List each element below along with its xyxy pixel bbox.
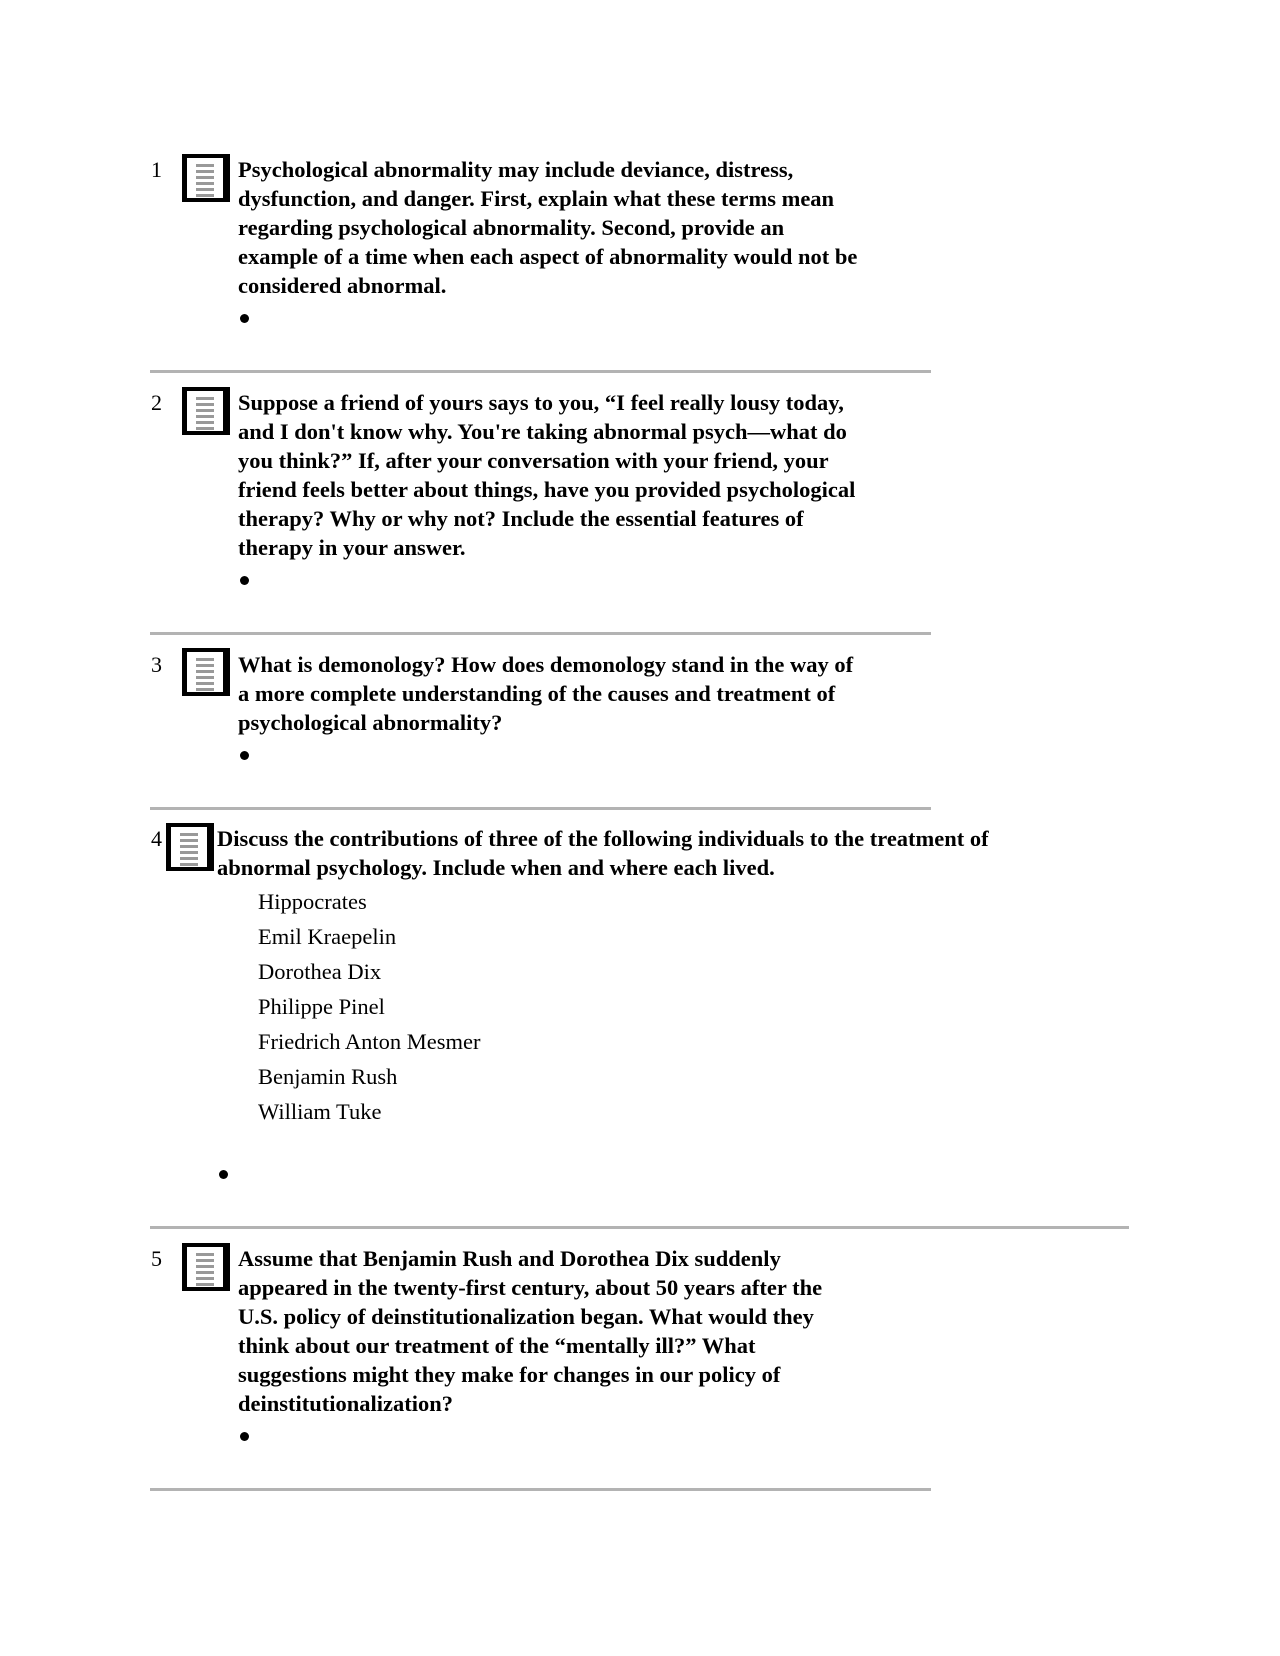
list-item: Hippocrates: [258, 889, 367, 914]
document-icon[interactable]: [166, 823, 214, 871]
answer-bullet: [219, 1170, 228, 1179]
individuals-list: [258, 884, 480, 1129]
question-text: Suppose a friend of yours says to you, “I feel really lousy today, and I don't know why. You're taking abnormal psych—what do you think?” If, after your conversation with your friend, your friend feels better about things, have you provided psychological therapy? Why or why not? Include the essential features of therapy in your answer.: [238, 390, 856, 560]
divider: [150, 370, 931, 373]
document-icon[interactable]: [182, 1243, 230, 1291]
list-item: Benjamin Rush: [258, 1064, 398, 1089]
list-item: Philippe Pinel: [258, 994, 385, 1019]
document-icon[interactable]: [182, 154, 230, 202]
question-text: Discuss the contributions of three of the following individuals to the treatment of abnormal psychology. Include when and where each lived.: [217, 826, 989, 880]
question-text: Assume that Benjamin Rush and Dorothea Dix suddenly appeared in the twenty-first century, about 50 years after the U.S. policy of deinstitutionalization began. What would they think about our treatment of the “mentally ill?” What suggestions might they make for changes in our policy of deinstitutionalization?: [238, 1246, 823, 1416]
answer-bullet: [240, 1432, 249, 1441]
question-number: 5: [151, 1246, 162, 1271]
document-icon[interactable]: [182, 648, 230, 696]
answer-bullet: [240, 314, 249, 323]
list-item: Friedrich Anton Mesmer: [258, 1029, 481, 1054]
question-number: 2: [151, 390, 162, 415]
divider: [150, 1488, 931, 1491]
question-text: What is demonology? How does demonology stand in the way of a more complete understanding of the causes and treatment of psychological abnormality?: [238, 652, 854, 735]
divider: [150, 1226, 1129, 1229]
question-number: 1: [151, 157, 162, 182]
list-item: Dorothea Dix: [258, 959, 382, 984]
answer-bullet: [240, 576, 249, 585]
answer-bullet: [240, 751, 249, 760]
question-number: 4: [151, 826, 162, 851]
divider: [150, 632, 931, 635]
list-item: William Tuke: [258, 1099, 382, 1124]
document-icon[interactable]: [182, 387, 230, 435]
question-number: 3: [151, 652, 162, 677]
divider: [150, 807, 931, 810]
question-text: Psychological abnormality may include deviance, distress, dysfunction, and danger. First, explain what these terms mean regarding psychological abnormality. Second, provide an example of a time when each aspect of abnormality would not be considered abnormal.: [238, 157, 858, 298]
list-item: Emil Kraepelin: [258, 924, 397, 949]
